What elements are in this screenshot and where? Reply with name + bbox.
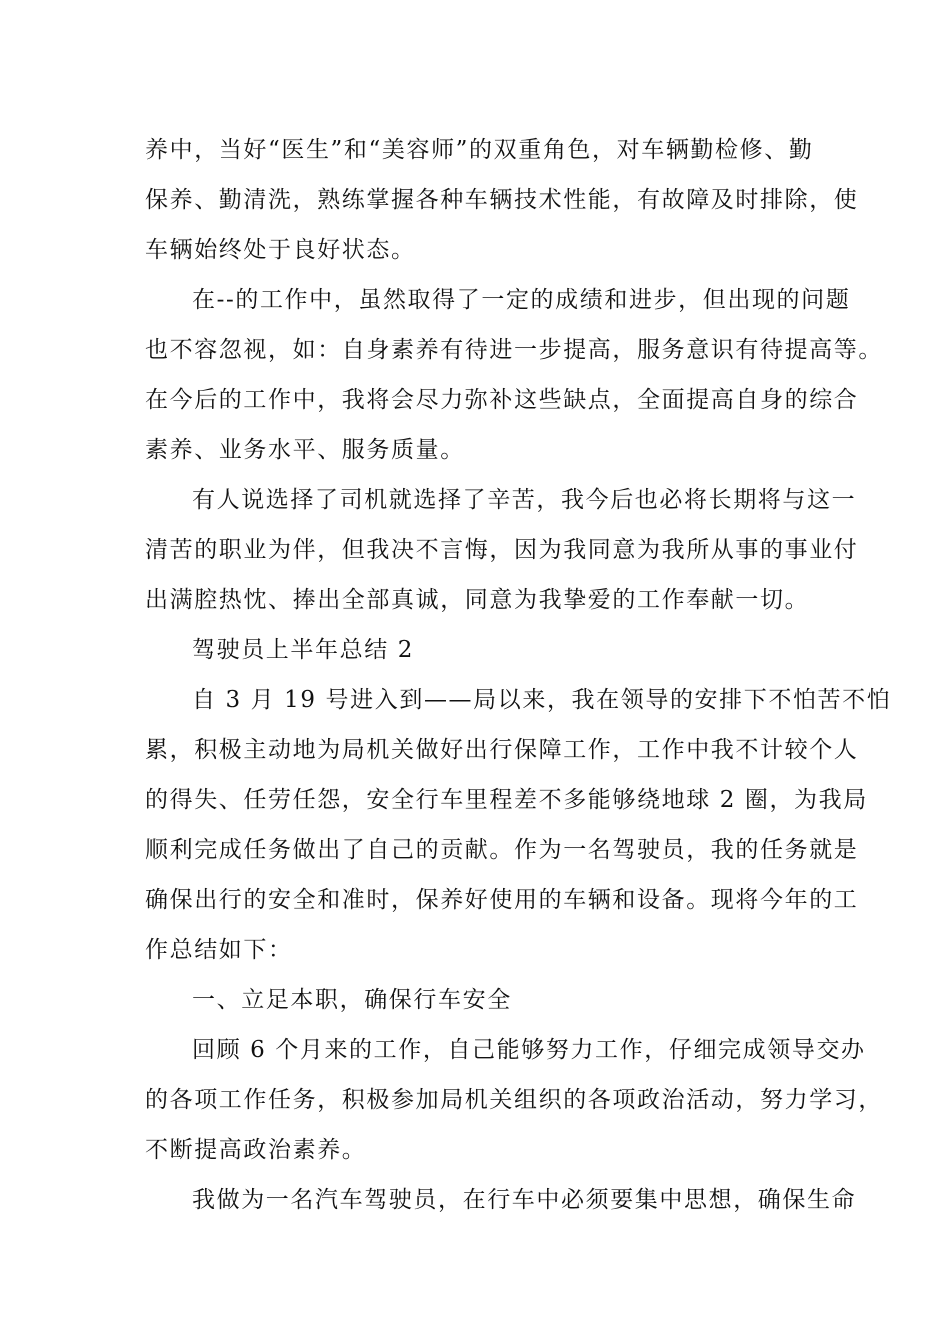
text-line-7: 素养、业务水平、服务质量。 [145,437,465,463]
text-line-20: 的各项工作任务，积极参加局机关组织的各项政治活动，努力学习， [145,1087,883,1113]
text-line-6: 在今后的工作中，我将会尽力弥补这些缺点，全面提高自身的综合 [145,387,859,413]
text-line-2: 保养、勤清洗，熟练掌握各种车辆技术性能，有故障及时排除，使 [145,187,859,213]
text-line-21: 不断提高政治素养。 [145,1137,367,1163]
paragraph-start-line: 我做为一名汽车驾驶员，在行车中必须要集中思想，确保生命 [192,1187,857,1213]
text-line-14: 的得失、任劳任怨，安全行车里程差不多能够绕地球 2 圈，为我局 [145,787,868,813]
text-line-13: 累，积极主动地为局机关做好出行保障工作，工作中我不计较个人 [145,737,859,763]
text-line-10: 出满腔热忱、捧出全部真诚，同意为我挚爱的工作奉献一切。 [145,587,810,613]
paragraph-start-line: 回顾 6 个月来的工作，自己能够努力工作，仔细完成领导交办 [192,1037,866,1063]
text-line-16: 确保出行的安全和准时，保养好使用的车辆和设备。现将今年的工 [145,887,859,913]
text-line-3: 车辆始终处于良好状态。 [145,237,416,263]
subsection-heading: 一、立足本职，确保行车安全 [192,987,512,1013]
section-heading: 驾驶员上半年总结 2 [192,637,414,663]
paragraph-start-line: 在--的工作中，虽然取得了一定的成绩和进步，但出现的问题 [192,287,851,313]
paragraph-start-line: 自 3 月 19 号进入到——局以来，我在领导的安排下不怕苦不怕 [192,687,892,713]
paragraph-start-line: 有人说选择了司机就选择了辛苦，我今后也必将长期将与这一 [192,487,857,513]
text-line-9: 清苦的职业为伴，但我决不言悔，因为我同意为我所从事的事业付 [145,537,859,563]
text-line-17: 作总结如下： [145,937,293,963]
text-line-5: 也不容忽视，如：自身素养有待进一步提高，服务意识有待提高等。 [145,337,883,363]
text-line-15: 顺利完成任务做出了自己的贡献。作为一名驾驶员，我的任务就是 [145,837,859,863]
text-line-1: 养中，当好“医生”和“美容师”的双重角色，对车辆勤检修、勤 [145,137,814,163]
